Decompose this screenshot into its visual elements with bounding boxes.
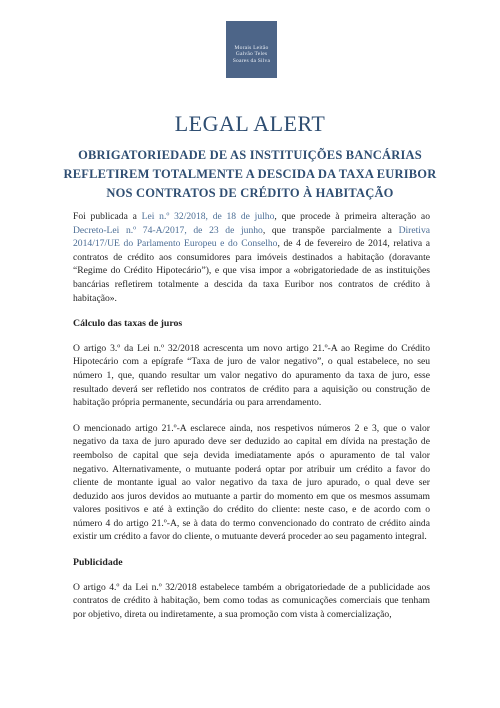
firm-logo bbox=[226, 21, 277, 78]
page-subtitle: OBRIGATORIEDADE DE AS INSTITUIÇÕES BANCÁRIAS REFLETIREM TOTALMENTE A DESCIDA DA TAXA EURIBOR NOS CONTRATOS DE CRÉDITO À HABITAÇÃO bbox=[63, 148, 437, 200]
logo-line: Morais Leitão bbox=[234, 45, 269, 51]
intro-paragraph bbox=[73, 210, 430, 305]
body-paragraph: O artigo 4.º da Lei n.º 32/2018 estabelece também a obrigatoriedade de a publicidade aos contratos de crédito à habitação, bem como todas as comunicações comerciais que tenham por objetivo, direta ou indiretamente, a sua promoção com vista à comercialização, bbox=[73, 581, 430, 620]
body-paragraph: O artigo 3.º da Lei n.º 32/2018 acrescenta um novo artigo 21.º-A ao Regime do Crédito Hipotecário com a epígrafe “Taxa de juro de valor negativo”, o qual estabelece, no seu número 1, que, quando resultar um valor negativo do apuramento da taxa de juro, esse resultado deverá ser refletido nos contratos de crédito para a aquisição ou construção de habitação própria permanente, secundária ou para arrendamento. bbox=[73, 342, 430, 409]
intro-text: , que transpõe parcialmente a bbox=[262, 224, 399, 236]
section-heading: Cálculo das taxas de juros bbox=[73, 318, 183, 330]
intro-text: , que procede à primeira alteração ao bbox=[274, 211, 430, 222]
page-title: LEGAL ALERT bbox=[174, 111, 326, 136]
body-paragraph: O mencionado artigo 21.º-A esclarece ainda, nos respetivos números 2 e 3, que o valor negativo da taxa de juro apurado deve ser deduzido ao capital em dívida na prestação de reembolso de capital que seja devida imediatamente após o apuramento de tal valor negativo. Alternativamente, o mutuante poderá optar por atribuir um crédito a favor do cliente de montante igual ao valor negativo da taxa de juro apurado, o qual deve ser deduzido aos juros devidos ao mutuante a partir do momento em que os mesmos assumam valores positivos e até à extinção do crédito do cliente: neste caso, e de acordo com o número 4 do artigo 21.º-A, se à data do termo convencionado do contrato de crédito ainda existir um crédito a favor do cliente, o mutuante deverá proceder ao seu pagamento integral. bbox=[73, 422, 430, 543]
intro-text: , de 4 de fevereiro de 2014, relativa a contratos de crédito aos consumidores para imóveis destinados a habitação (doravante “Regime do Crédito Hipotecário”), e que visa impor a «obrigatoriedade de as instituições bancárias refletirem totalmente a descida da taxa Euribor nos contratos de crédito à habitação». bbox=[73, 238, 430, 304]
logo-line: Soares da Silva bbox=[232, 57, 271, 64]
intro-text: Foi publicada a bbox=[73, 211, 142, 222]
law-link[interactable]: Lei n.º 32/2018, de 18 de julho bbox=[141, 211, 275, 222]
document-body bbox=[73, 210, 430, 633]
section-heading: Publicidade bbox=[73, 557, 123, 569]
logo-line: Galvão Teles bbox=[235, 51, 268, 58]
decree-link[interactable]: Decreto-Lei n.º 74-A/2017, de 23 de junho bbox=[73, 224, 263, 236]
directive-link[interactable]: Diretiva 2014/17/UE do Parlamento Europeu e do Conselho bbox=[73, 224, 430, 250]
